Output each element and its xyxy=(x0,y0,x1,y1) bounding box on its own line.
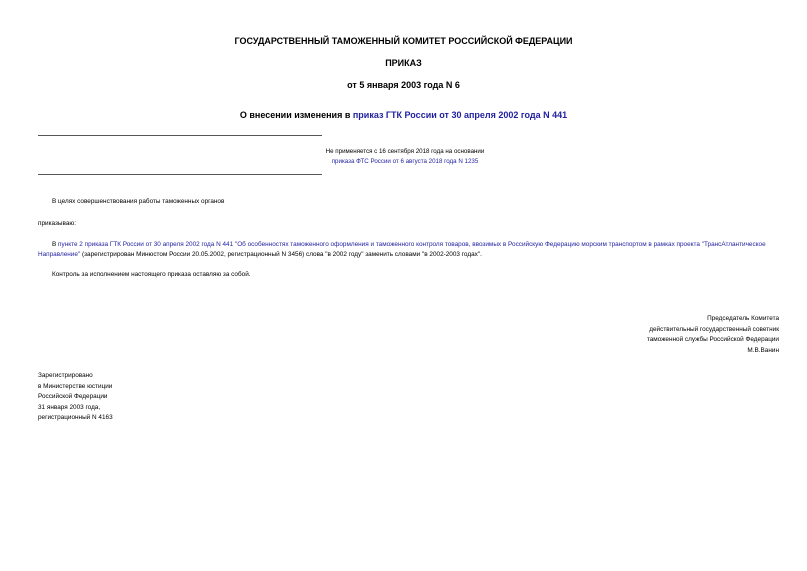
registration-line-1: Зарегистрировано xyxy=(38,372,93,379)
document-type: ПРИКАЗ xyxy=(385,58,422,68)
order-word: приказываю: xyxy=(38,220,76,227)
paragraph-1 xyxy=(38,240,772,259)
notice-line: Не применяется с 16 сентября 2018 года на основании xyxy=(325,148,485,155)
title-link[interactable]: приказ ГТК России от 30 апреля 2002 года N 441 xyxy=(352,110,568,120)
divider-bottom xyxy=(38,174,322,175)
registration-block xyxy=(38,371,113,424)
signature-line-2: действительный государственный советник xyxy=(649,325,779,333)
registration-line-2: в Министерстве юстиции xyxy=(38,382,113,390)
notice-link[interactable]: приказа ФТС России от 6 августа 2018 года N 1235 xyxy=(331,158,479,165)
divider-top xyxy=(38,135,322,136)
order-441-link[interactable]: пункте 2 приказа ГТК России от 30 апреля 2002 года N 441 "Об особенностях таможенного оформления и таможенного контроля товаров, ввозимых в Российскую Федерацию морским транспортом в рамках проекта "ТрансАтлантическое Направление" xyxy=(38,241,766,258)
signature-block xyxy=(647,314,779,356)
registration-line-3: Российской Федерации xyxy=(38,393,108,400)
signature-line-3: таможенной службы Российской Федерации xyxy=(646,336,779,343)
document-title xyxy=(0,110,807,120)
registration-line-4: 31 января 2003 года, xyxy=(38,403,101,411)
signature-line-1: Председатель Комитета xyxy=(707,315,779,322)
registration-line-5: регистрационный N 4163 xyxy=(38,414,113,421)
signatory-name: М.В.Ванин xyxy=(747,346,779,354)
document-date-number: от 5 января 2003 года N 6 xyxy=(347,80,460,90)
purpose-paragraph: В целях совершенствования работы таможенных органов xyxy=(52,198,225,205)
paragraph-2: Контроль за исполнением настоящего приказа оставляю за собой. xyxy=(52,271,251,278)
agency-heading: ГОСУДАРСТВЕННЫЙ ТАМОЖЕННЫЙ КОМИТЕТ РОССИЙСКОЙ ФЕДЕРАЦИИ xyxy=(234,36,573,46)
paragraph-1-prefix: В xyxy=(52,241,59,248)
title-prefix: О внесении изменения в xyxy=(239,110,353,120)
paragraph-1-suffix: (зарегистрирован Минюстом России 20.05.2002, регистрационный N 3456) слова "в 2002 году" заменить словами "в 2002-2003 годах". xyxy=(80,250,482,258)
